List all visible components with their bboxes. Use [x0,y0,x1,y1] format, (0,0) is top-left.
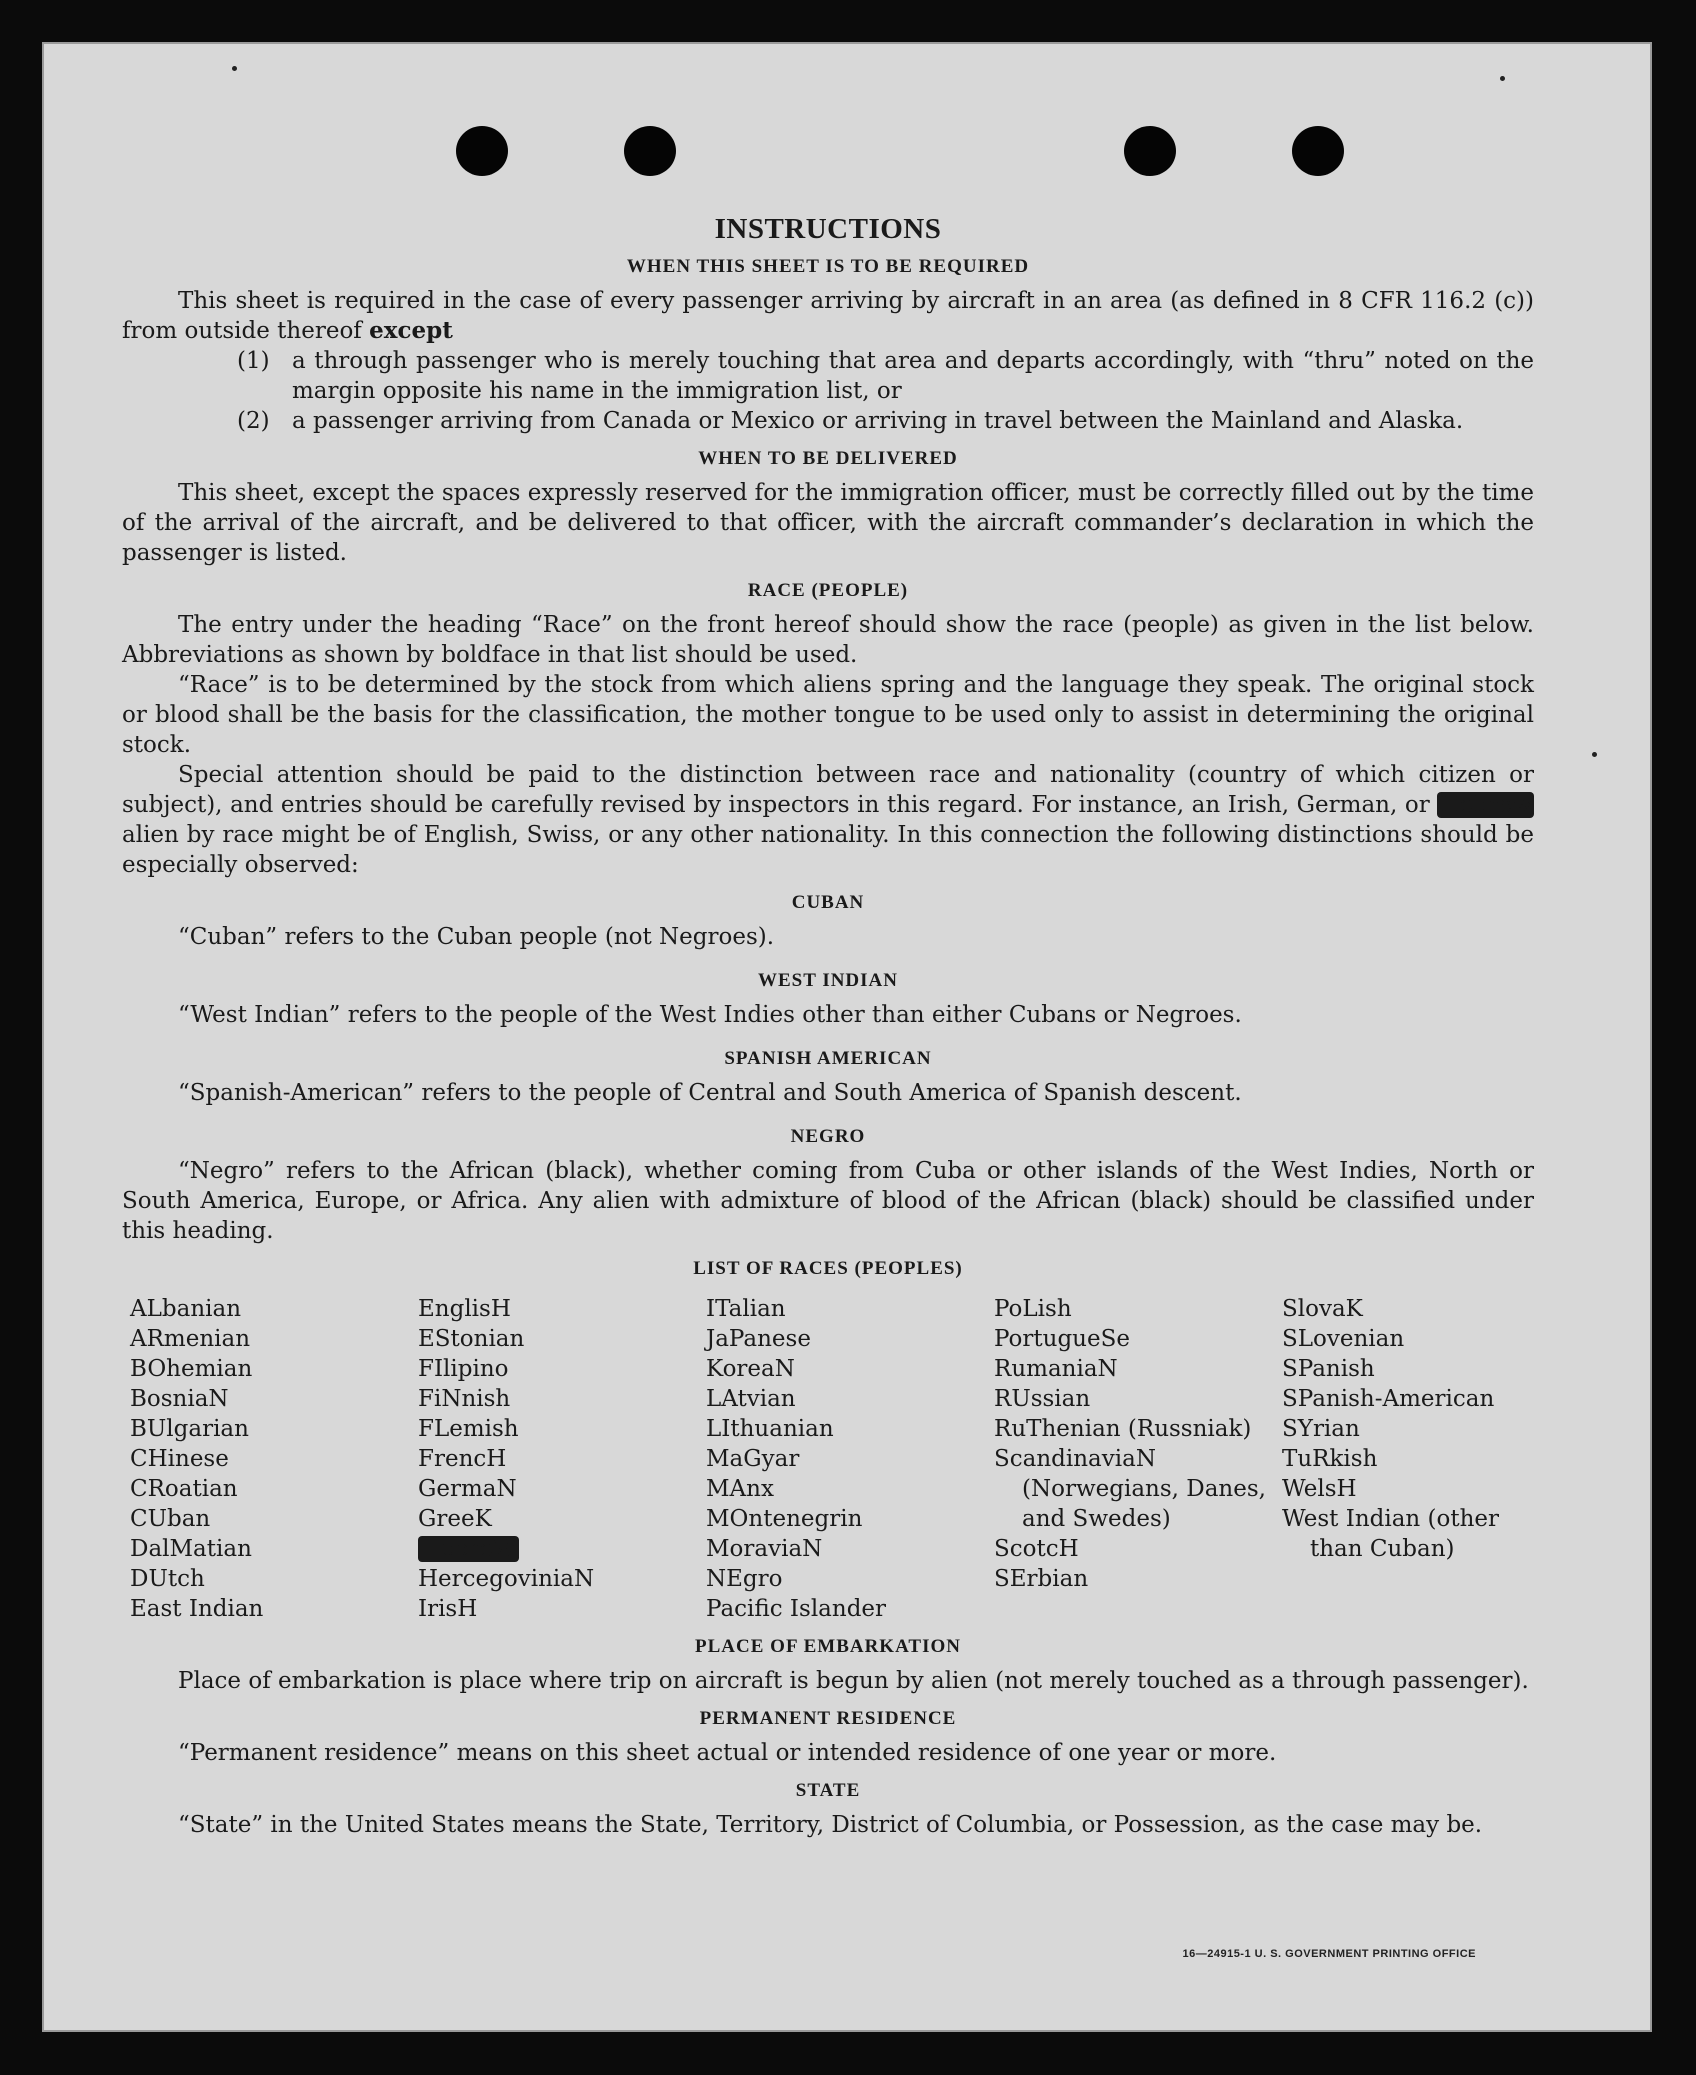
exception-number: (2) [237,408,270,434]
race-item: LIthuanian [706,1416,834,1442]
page-title: INSTRUCTIONS [714,213,942,245]
race-item: SPanish [1282,1356,1375,1382]
cuban-text: “Cuban” refers to the Cuban people (not Negroes). [178,924,775,950]
race-item: FiNnish [418,1386,511,1412]
race-item: ARmenian [130,1326,251,1352]
required-intro [122,286,1534,346]
heading-embarkation: PLACE OF EMBARKATION [695,1636,961,1657]
race-item: FIlipino [418,1356,509,1382]
race-item: PoLish [994,1296,1072,1322]
race-item: FLemish [418,1416,519,1442]
residence-text: “Permanent residence” means on this sheet actual or intended residence of one year or more. [178,1740,1277,1766]
race-item: RuThenian (Russniak) [994,1416,1252,1442]
race-item: EnglisH [418,1296,511,1322]
race-item: ScotcH [994,1536,1079,1562]
race-item: MOntenegrin [706,1506,863,1532]
heading-cuban: CUBAN [791,892,865,913]
race-item: BosniaN [130,1386,229,1412]
punch-hole-3 [1124,126,1176,176]
race-item: IrisH [418,1596,478,1622]
race-item: JaPanese [706,1326,811,1352]
punch-hole-4 [1292,126,1344,176]
race-item: KoreaN [706,1356,795,1382]
race-item: Pacific Islander [706,1596,887,1622]
race-item: FrencH [418,1446,507,1472]
heading-negro: NEGRO [790,1126,866,1147]
race-paragraph-2: “Race” is to be determined by the stock from which aliens spring and the language they speak. The original stock or blood shall be the basis for the classification, the mother tongue to be used only to assist in determining the original stock. [122,672,1534,758]
heading-required: WHEN THIS SHEET IS TO BE REQUIRED [626,256,1030,277]
dust-speck [232,66,237,71]
race-item: PortugueSe [994,1326,1130,1352]
embarkation-text: Place of embarkation is place where trip on aircraft is begun by alien (not merely touched as a through passenger). [178,1668,1529,1694]
redacted-race-item: HebreW [420,1536,517,1562]
races-column-1 [130,1294,418,1624]
race-item: DUtch [130,1566,205,1592]
exception-number: (1) [237,348,270,374]
heading-residence: PERMANENT RESIDENCE [699,1708,957,1729]
race-item: NEgro [706,1566,783,1592]
heading-spanish-american: SPANISH AMERICAN [724,1048,932,1069]
heading-delivered: WHEN TO BE DELIVERED [698,448,958,469]
required-intro-text: This sheet is required in the case of every passenger arriving by aircraft in an area (as defined in 8 CFR 116.2 (c)) from outside thereof [122,288,1534,344]
punch-hole-1 [456,126,508,176]
races-column-2 [418,1294,706,1624]
spanish-american-text: “Spanish-American” refers to the people of Central and South America of Spanish descent. [178,1080,1242,1106]
races-column-5 [1282,1294,1542,1624]
race-item: SPanish-American [1282,1386,1495,1412]
exception-text: a through passenger who is merely touching that area and departs accordingly, with “thru” noted on the margin opposite his name in the immigration list, or [292,348,1534,404]
race-item: ALbanian [130,1296,242,1322]
printing-office-code: 16—24915-1 U. S. GOVERNMENT PRINTING OFFICE [1182,1948,1476,1960]
race-item: RumaniaN [994,1356,1118,1382]
race-item: WelsH [1282,1476,1357,1502]
race-item: SYrian [1282,1416,1360,1442]
exceptions-list [122,346,1534,436]
race-item: SErbian [994,1566,1089,1592]
race-item: CRoatian [130,1476,238,1502]
race-paragraph-3-end: alien by race might be of English, Swiss, or any other nationality. In this connection the following distinctions should be especially observed: [122,822,1534,878]
race-item: DalMatian [130,1536,252,1562]
required-intro-except: except [369,317,453,344]
document-sheet [42,42,1652,2032]
heading-state: STATE [795,1780,861,1801]
race-item: East Indian [130,1596,264,1622]
race-item: EStonian [418,1326,525,1352]
race-item: ITalian [706,1296,786,1322]
races-column-4 [994,1294,1282,1624]
state-text: “State” in the United States means the State, Territory, District of Columbia, or Possession, as the case may be. [178,1812,1483,1838]
negro-text: “Negro” refers to the African (black), whether coming from Cuba or other islands of the West Indies, North or South America, Europe, or Africa. Any alien with admixture of blood of the African (black) should be classified under this heading. [122,1158,1534,1244]
west-indian-text: “West Indian” refers to the people of the West Indies other than either Cubans or Negroes. [178,1002,1242,1028]
race-item: MaGyar [706,1446,800,1472]
race-item: MAnx [706,1476,774,1502]
race-paragraph-3 [122,760,1534,880]
delivered-text: This sheet, except the spaces expressly reserved for the immigration officer, must be correctly filled out by the time of the arrival of the aircraft, and be delivered to that officer, with the aircraft commander’s declaration in which the passenger is listed. [122,480,1534,566]
dust-speck [1592,752,1597,757]
race-item: HercegoviniaN [418,1566,595,1592]
race-item: West Indian (other than Cuban) [1282,1506,1500,1562]
race-item: BUlgarian [130,1416,249,1442]
heading-races-list: LIST OF RACES (PEOPLES) [693,1258,963,1279]
race-item: SLovenian [1282,1326,1405,1352]
race-item: GreeK [418,1506,492,1532]
race-item: BOhemian [130,1356,253,1382]
race-item: RUssian [994,1386,1091,1412]
race-item: ScandinaviaN (Norwegians, Danes, and Swedes) [994,1446,1266,1532]
heading-race: RACE (PEOPLE) [747,580,909,601]
exception-text: a passenger arriving from Canada or Mexico or arriving in travel between the Mainland and Alaska. [292,408,1464,434]
exception-item [237,346,1534,406]
races-column-3 [706,1294,994,1624]
race-item: SlovaK [1282,1296,1363,1322]
exception-item [237,406,1534,436]
heading-west-indian: WEST INDIAN [758,970,898,991]
race-item: TuRkish [1282,1446,1378,1472]
race-item: CUban [130,1506,211,1532]
race-paragraph-1: The entry under the heading “Race” on the front hereof should show the race (people) as given in the list below. Abbreviations as shown by boldface in that list should be used. [122,612,1534,668]
punch-hole-2 [624,126,676,176]
races-list [130,1294,1534,1624]
instructions-content [122,214,1534,1840]
redacted-word: Hebrew [1439,792,1532,818]
race-item: CHinese [130,1446,229,1472]
race-paragraph-3-start: Special attention should be paid to the distinction between race and nationality (country of which citizen or subject), and entries should be carefully revised by inspectors in this regard. For instance, an Irish, German, or [122,762,1534,818]
race-item: GermaN [418,1476,517,1502]
dust-speck [1500,76,1505,81]
race-item: LAtvian [706,1386,796,1412]
race-item: MoraviaN [706,1536,823,1562]
